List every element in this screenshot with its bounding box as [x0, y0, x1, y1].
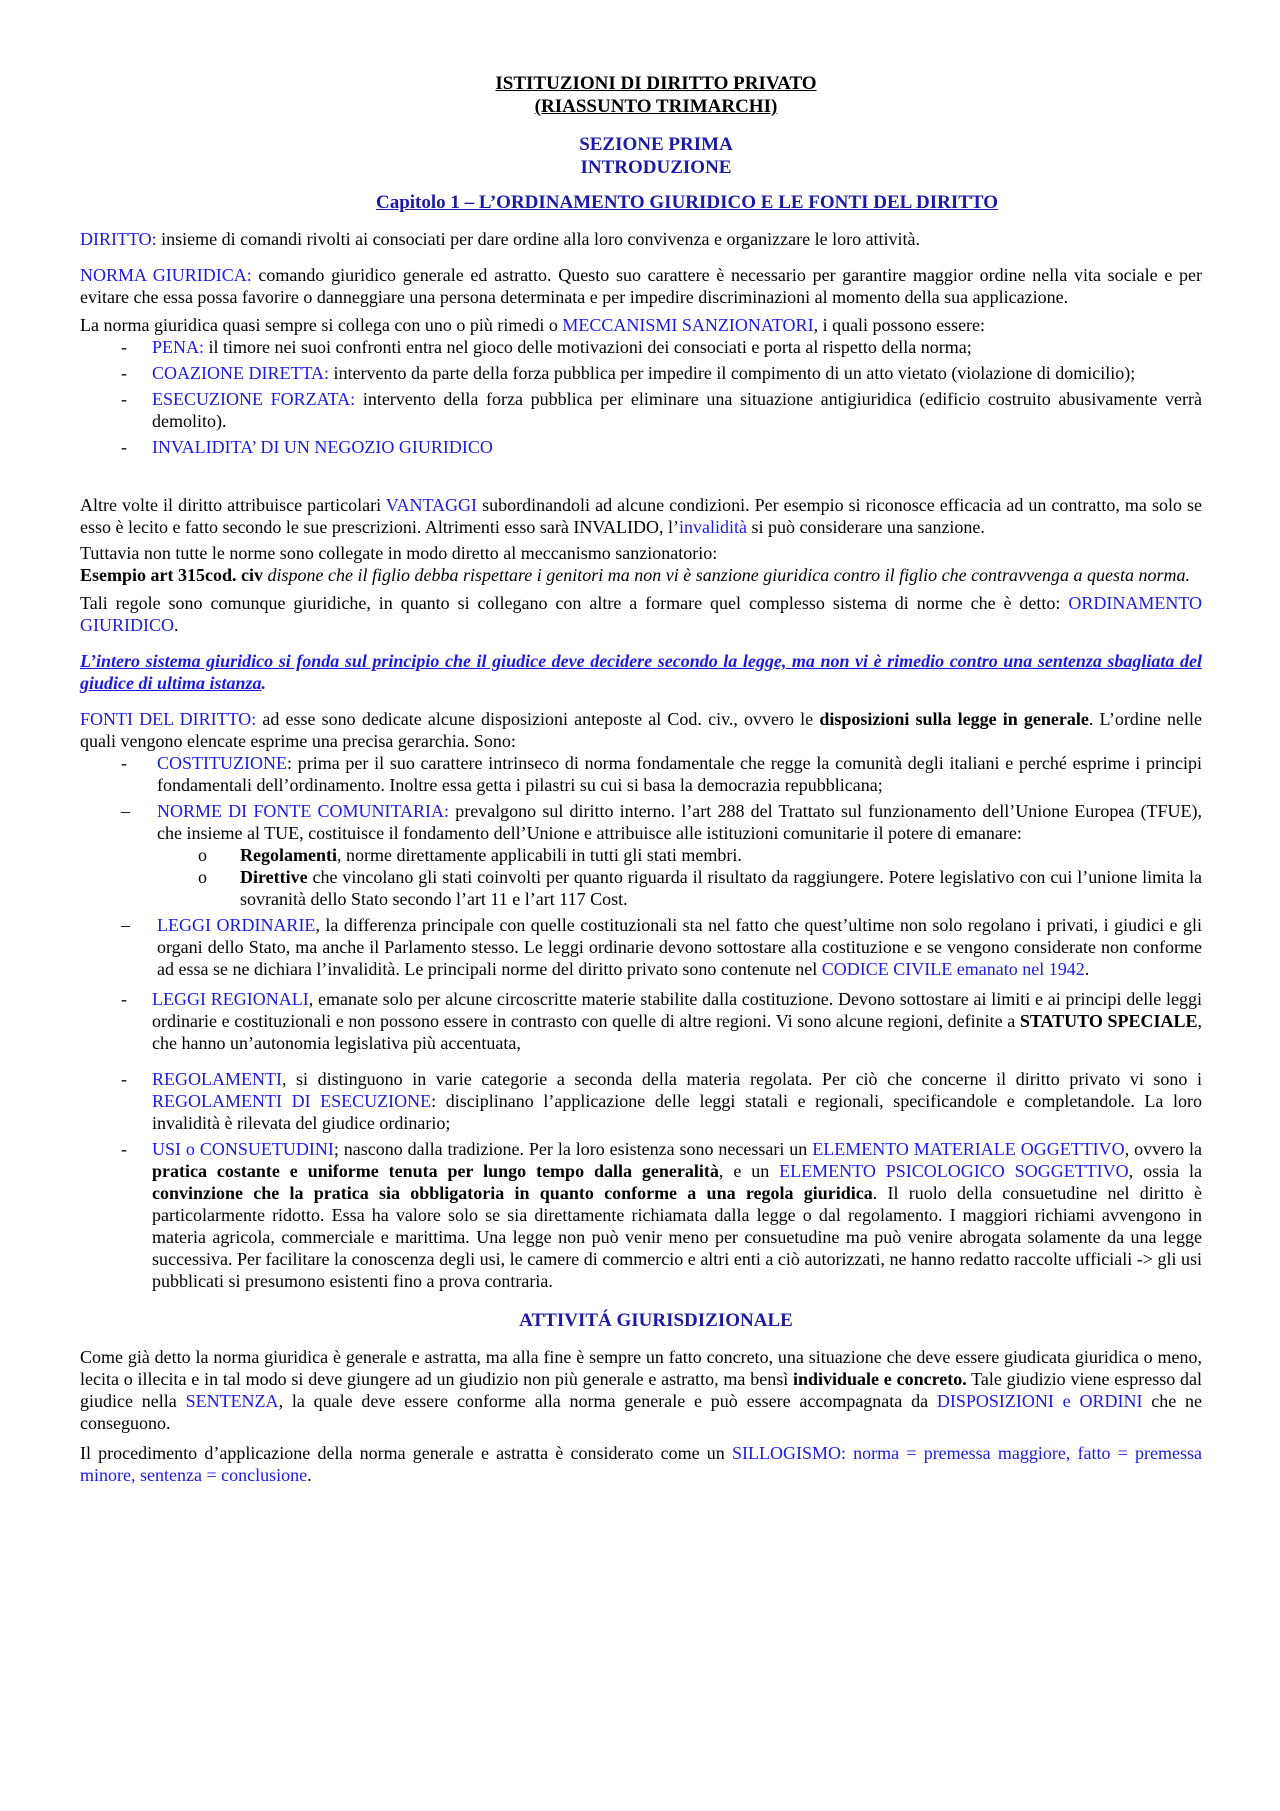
paragraph-fonti: FONTI DEL DIRITTO: ad esse sono dedicate alcune disposizioni anteposte al Cod. civ., ovvero le disposizioni sulla legge in generale. L’ordine nelle quali vengono elencate esprime una precisa gerarchia. Sono:	[80, 709, 1202, 751]
list-item-ordinarie: – LEGGI ORDINARIE, la differenza principale con quelle costituzionali sta nel fatto che quest’ultime non solo regolano i privati, i giudici e gli organi dello Stato, ma anche il Parlamento stesso. Le leggi ordinarie devono sottostare alla costituzione e se vengono considerate non conforme ad essa se ne dichiara l’invalidità. Le principali norme del diritto privato sono contenute nel CODICE CIVILE emanato nel 1942.	[121, 915, 1202, 979]
list-item-costituzione: - COSTITUZIONE: prima per il suo carattere intrinseco di norma fondamentale che regge la comunità degli italiani e perché esprime i principi fondamentali dell’ordinamento. Inoltre essa getta i pilastri su cui si basa la democrazia repubblicana;	[121, 753, 1202, 795]
section-heading-attivita: ATTIVITÁ GIURISDIZIONALE	[519, 1310, 793, 1331]
paragraph-diritto: DIRITTO: insieme di comandi rivolti ai consociati per dare ordine alla loro convivenza e organizzare le loro attività.	[80, 229, 921, 249]
list-item-regionali: - LEGGI REGIONALI, emanate solo per alcune circoscritte materie stabilite dalla costituzione. Devono sottostare ai limiti e ai principi delle leggi ordinarie e costituzionali e non possono essere in contrasto con quelle di altre regioni. Vi sono alcune regioni, definite a STATUTO SPECIALE, che hanno un’autonomia legislativa più accentuata,	[121, 989, 1202, 1053]
list-item: - INVALIDITA’ DI UN NEGOZIO GIURIDICO	[121, 437, 493, 457]
list-item: - ESECUZIONE FORZATA: intervento della forza pubblica per eliminare una situazione antigiuridica (edificio costruito abusivamente verrà demolito).	[121, 389, 1202, 431]
list-item-comunitarie: – NORME DI FONTE COMUNITARIA: prevalgono sul diritto interno. l’art 288 del Trattato sul funzionamento dell’Unione Europea (TFUE), che insieme al TUE, costituisce il fondamento dell’Unione e attribuisce alle istituzioni comunitarie il potere di emanare:	[121, 801, 1202, 843]
list-item: - COAZIONE DIRETTA: intervento da parte della forza pubblica per impedire il compimento di un atto vietato (violazione di domicilio);	[121, 363, 1136, 383]
chapter-heading: Capitolo 1 – L’ORDINAMENTO GIURIDICO E LE FONTI DEL DIRITTO	[375, 192, 999, 213]
paragraph-principio: L’intero sistema giuridico si fonda sul principio che il giudice deve decidere secondo la legge, ma non vi è rimedio contro una sentenza sbagliata del giudice di ultima istanza.	[80, 651, 1202, 693]
sanzioni-list	[80, 336, 1202, 458]
list-item-regolamenti: - REGOLAMENTI, si distinguono in varie categorie a seconda della materia regolata. Per ciò che concerne il diritto privato vi sono i REGOLAMENTI DI ESECUZIONE: disciplinano l’applicazione delle leggi statali e regionali, specificandole e completandole. La loro invalidità è rilevata del giudice ordinario;	[121, 1069, 1203, 1133]
paragraph-norma: NORMA GIURIDICA: comando giuridico generale ed astratto. Questo suo carattere è necessario per garantire maggior ordine nella vita sociale e per evitare che essa possa favorire o danneggiare una persona determinata e per impedire discriminazioni al momento della sua applicazione.	[80, 265, 1202, 307]
paragraph-rimedi: La norma giuridica quasi sempre si collega con uno o più rimedi o MECCANISMI SANZIONATORI, i quali possono essere:	[80, 315, 986, 335]
list-item: - PENA: il timore nei suoi confronti entra nel gioco delle motivazioni dei consociati e porta al rispetto della norma;	[121, 337, 972, 357]
paragraph-sillogismo: Il procedimento d’applicazione della norma generale e astratta è considerato come un SILLOGISMO: norma = premessa maggiore, fatto = premessa minore, sentenza = conclusione.	[80, 1443, 1202, 1485]
section-heading: SEZIONE PRIMA INTRODUZIONE	[579, 134, 733, 178]
list-item-usi: - USI o CONSUETUDINI; nascono dalla tradizione. Per la loro esistenza sono necessari un ELEMENTO MATERIALE OGGETTIVO, ovvero la pratica costante e uniforme tenuta per lungo tempo dalla generalità, e un ELEMENTO PSICOLOGICO SOGGETTIVO, ossia la convinzione che la pratica sia obbligatoria in quanto conforme a una regola giuridica. Il ruolo della consuetudine nel diritto è particolarmente ridotto. Essa ha valore solo se sia direttamente richiamata dalla legge o dal regolamento. I maggiori richiami avvengono in materia agricola, commerciale e marittima. Una legge non può venir meno per consuetudine ma può venire abrogata solamente da una legge successiva. Per facilitare la conoscenza degli usi, le camere di commercio e altri enti a ciò autorizzati, ne hanno redatto raccolte ufficiali -> gli usi pubblicati si presumono esistenti fino a prova contraria.	[121, 1139, 1203, 1291]
paragraph-esempio: Esempio art 315cod. civ dispone che il figlio debba rispettare i genitori ma non vi è sanzione giuridica contro il figlio che contravvenga a questa norma.	[80, 565, 1191, 585]
sub-list-item: o Regolamenti, norme direttamente applicabili in tutti gli stati membri.	[198, 845, 742, 865]
paragraph-tuttavia: Tuttavia non tutte le norme sono collegate in modo diretto al meccanismo sanzionatorio:	[80, 543, 718, 563]
fonti-list	[80, 752, 1202, 1292]
sub-list-item: o Direttive che vincolano gli stati coinvolti per quanto riguarda il risultato da raggiungere. Potere legislativo con cui l’unione limita la sovranità dello Stato secondo l’art 11 e l’art 117 Cost.	[198, 867, 1202, 909]
paragraph-ordinamento: Tali regole sono comunque giuridiche, in quanto si collegano con altre a formare quel complesso sistema di norme che è detto: ORDINAMENTO GIURIDICO.	[80, 593, 1202, 635]
paragraph-vantaggi: Altre volte il diritto attribuisce particolari VANTAGGI subordinandoli ad alcune condizioni. Per esempio si riconosce efficacia ad un contratto, ma solo se esso è lecito e fatto secondo le sue prescrizioni. Altrimenti esso sarà INVALIDO, l’invalidità si può considerare una sanzione.	[80, 495, 1202, 537]
document-title: ISTITUZIONI DI DIRITTO PRIVATO (RIASSUNTO TRIMARCHI)	[495, 73, 817, 117]
paragraph-attivita: Come già detto la norma giuridica è generale e astratta, ma alla fine è sempre un fatto concreto, una situazione che deve essere giudicata giuridica o meno, lecita o illecita e in tal modo si deve giungere ad un giudizio non più generale e astratto, ma bensì individuale e concreto. Tale giudizio viene espresso dal giudice nella SENTENZA, la quale deve essere conforme alla norma generale e può essere accompagnata da DISPOSIZIONI e ORDINI che ne conseguono.	[80, 1347, 1203, 1433]
